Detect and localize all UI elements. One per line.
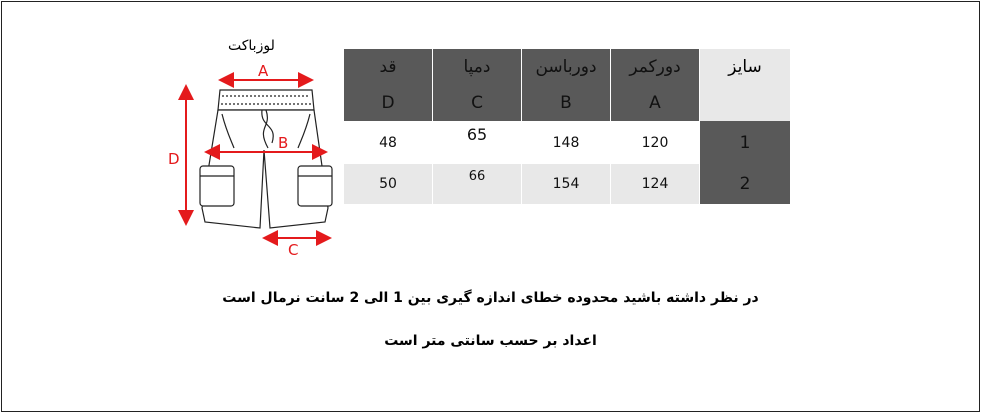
cell-size: 1 (700, 121, 791, 164)
header-hip: دورباسن (522, 49, 611, 85)
cell-hip: 148 (522, 121, 611, 164)
label-d: D (168, 150, 180, 168)
label-a: A (258, 62, 269, 80)
shorts-diagram (160, 58, 350, 258)
cell-hip: 154 (522, 164, 611, 204)
code-row (344, 85, 790, 121)
header-hem: دمپا (433, 49, 522, 85)
label-b: B (278, 134, 289, 152)
cell-waist: 120 (611, 121, 700, 164)
shorts-outline (200, 90, 332, 228)
header-waist: دورکمر (611, 49, 700, 85)
tolerance-note: در نظر داشته باشید محدوده خطای اندازه گیری بین 1 الی 2 سانت نرمال است (222, 290, 759, 306)
code-d: D (344, 85, 433, 121)
code-b: B (522, 85, 611, 121)
units-note: اعداد بر حسب سانتی متر است (384, 333, 597, 349)
label-c: C (288, 241, 299, 258)
cell-size: 2 (700, 164, 791, 204)
code-blank (700, 85, 791, 121)
cell-hem: 65 (433, 121, 522, 164)
size-table (344, 49, 790, 204)
header-size: سایز (700, 49, 791, 85)
cell-waist: 124 (611, 164, 700, 204)
code-a: A (611, 85, 700, 121)
cell-length: 50 (344, 164, 433, 204)
cell-length: 48 (344, 121, 433, 164)
table-row (344, 164, 790, 204)
table-row (344, 121, 790, 164)
header-length: قد (344, 49, 433, 85)
header-row (344, 49, 790, 85)
brand-label: لوزباکت (228, 38, 275, 54)
code-c: C (433, 85, 522, 121)
cell-hem: 66 (433, 164, 522, 204)
